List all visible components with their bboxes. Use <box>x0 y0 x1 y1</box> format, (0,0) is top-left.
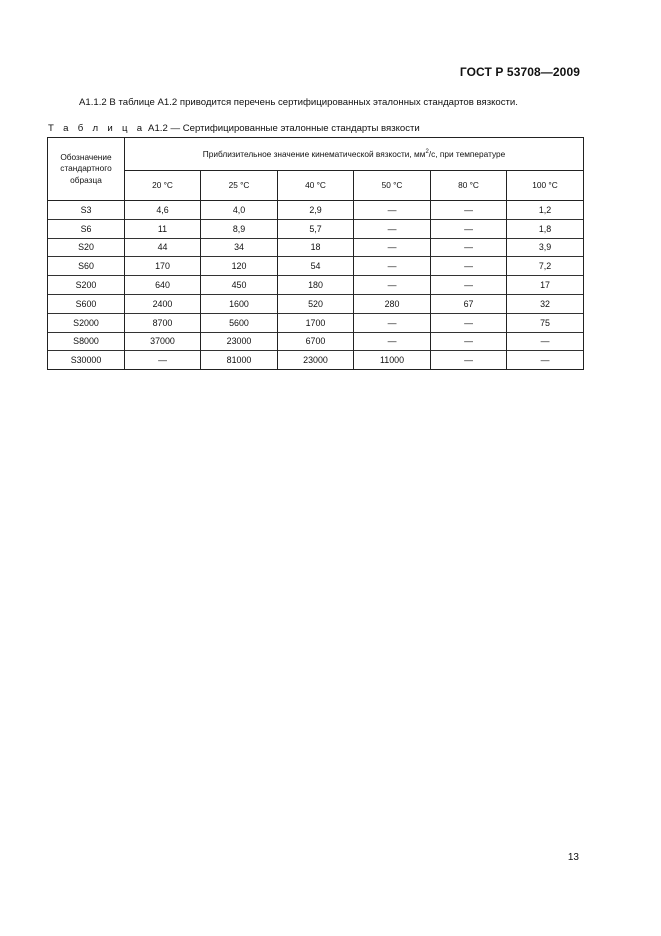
viscosity-standards-table <box>47 137 584 370</box>
table-row <box>48 257 584 276</box>
sample-designation-cell: S600 <box>48 294 125 313</box>
viscosity-group-label-tail: /с, при температуре <box>428 148 506 159</box>
col-header-temperature: 25 °С <box>201 170 278 200</box>
viscosity-value-cell: 75 <box>507 313 584 332</box>
viscosity-value-cell: — <box>354 238 431 257</box>
viscosity-value-cell: — <box>507 351 584 370</box>
viscosity-value-cell: 17 <box>507 276 584 295</box>
viscosity-value-cell: — <box>431 219 507 238</box>
col-header-temperature: 100 °С <box>507 170 584 200</box>
sample-designation-cell: S60 <box>48 257 125 276</box>
col-header-temperature: 40 °С <box>278 170 354 200</box>
viscosity-value-cell: 1600 <box>201 294 278 313</box>
viscosity-value-cell: 1,8 <box>507 219 584 238</box>
table-row <box>48 219 584 238</box>
viscosity-value-cell: — <box>431 238 507 257</box>
viscosity-value-cell: — <box>354 313 431 332</box>
table-row <box>48 276 584 295</box>
viscosity-value-cell: 3,9 <box>507 238 584 257</box>
viscosity-value-cell: — <box>507 332 584 351</box>
viscosity-value-cell: 120 <box>201 257 278 276</box>
viscosity-value-cell: 1,2 <box>507 201 584 220</box>
sample-designation-cell: S6 <box>48 219 125 238</box>
table-caption-title: А1.2 — Сертифицированные эталонные стандарты вязкости <box>148 123 420 134</box>
intro-paragraph: А1.1.2 В таблице А1.2 приводится перечень сертифицированных эталонных стандартов вязкости. <box>79 97 518 108</box>
document-standard-number: ГОСТ Р 53708—2009 <box>459 65 580 79</box>
viscosity-value-cell: 18 <box>278 238 354 257</box>
viscosity-value-cell: 2,9 <box>278 201 354 220</box>
viscosity-value-cell: 8700 <box>125 313 201 332</box>
sample-designation-cell: S3 <box>48 201 125 220</box>
viscosity-value-cell: 6700 <box>278 332 354 351</box>
table-row <box>48 294 584 313</box>
table-caption-prefix: Т а б л и ц а <box>48 123 146 134</box>
viscosity-value-cell: 5,7 <box>278 219 354 238</box>
viscosity-value-cell: 8,9 <box>201 219 278 238</box>
viscosity-value-cell: 44 <box>125 238 201 257</box>
table-row <box>48 313 584 332</box>
viscosity-value-cell: 54 <box>278 257 354 276</box>
viscosity-value-cell: 23000 <box>278 351 354 370</box>
viscosity-value-cell: 180 <box>278 276 354 295</box>
viscosity-value-cell: — <box>354 201 431 220</box>
table-row <box>48 351 584 370</box>
col-header-viscosity-group <box>125 138 584 171</box>
table-row <box>48 332 584 351</box>
viscosity-value-cell: 280 <box>354 294 431 313</box>
viscosity-value-cell: — <box>354 219 431 238</box>
table-caption <box>48 123 420 134</box>
sample-designation-cell: S2000 <box>48 313 125 332</box>
viscosity-value-cell: — <box>431 332 507 351</box>
sample-designation-cell: S200 <box>48 276 125 295</box>
sample-designation-cell: S20 <box>48 238 125 257</box>
viscosity-value-cell: 32 <box>507 294 584 313</box>
viscosity-value-cell: — <box>354 276 431 295</box>
viscosity-value-cell: — <box>125 351 201 370</box>
units-superscript: 2 <box>425 148 429 155</box>
viscosity-value-cell: — <box>431 257 507 276</box>
viscosity-value-cell: — <box>354 257 431 276</box>
table-row <box>48 201 584 220</box>
viscosity-value-cell: 37000 <box>125 332 201 351</box>
viscosity-group-label: Приблизительное значение кинематической вязкости, мм <box>202 148 426 159</box>
col-header-temperature: 80 °С <box>431 170 507 200</box>
viscosity-value-cell: 170 <box>125 257 201 276</box>
page-number: 13 <box>567 852 579 863</box>
viscosity-value-cell: — <box>431 313 507 332</box>
viscosity-value-cell: 2400 <box>125 294 201 313</box>
viscosity-value-cell: 4,0 <box>201 201 278 220</box>
viscosity-value-cell: 11 <box>125 219 201 238</box>
viscosity-value-cell: 34 <box>201 238 278 257</box>
viscosity-value-cell: 81000 <box>201 351 278 370</box>
viscosity-value-cell: — <box>431 351 507 370</box>
viscosity-value-cell: 1700 <box>278 313 354 332</box>
col-header-temperature: 50 °С <box>354 170 431 200</box>
viscosity-value-cell: 450 <box>201 276 278 295</box>
viscosity-value-cell: — <box>431 201 507 220</box>
table-row <box>48 238 584 257</box>
viscosity-value-cell: — <box>354 332 431 351</box>
viscosity-value-cell: 520 <box>278 294 354 313</box>
viscosity-value-cell: 640 <box>125 276 201 295</box>
col-header-sample-designation: Обозначение стандартного образца <box>48 138 125 201</box>
viscosity-value-cell: 7,2 <box>507 257 584 276</box>
sample-designation-cell: S8000 <box>48 332 125 351</box>
viscosity-value-cell: 4,6 <box>125 201 201 220</box>
viscosity-value-cell: 23000 <box>201 332 278 351</box>
viscosity-value-cell: 5600 <box>201 313 278 332</box>
viscosity-value-cell: — <box>431 276 507 295</box>
viscosity-value-cell: 67 <box>431 294 507 313</box>
viscosity-value-cell: 11000 <box>354 351 431 370</box>
col-header-temperature: 20 °С <box>125 170 201 200</box>
sample-designation-cell: S30000 <box>48 351 125 370</box>
